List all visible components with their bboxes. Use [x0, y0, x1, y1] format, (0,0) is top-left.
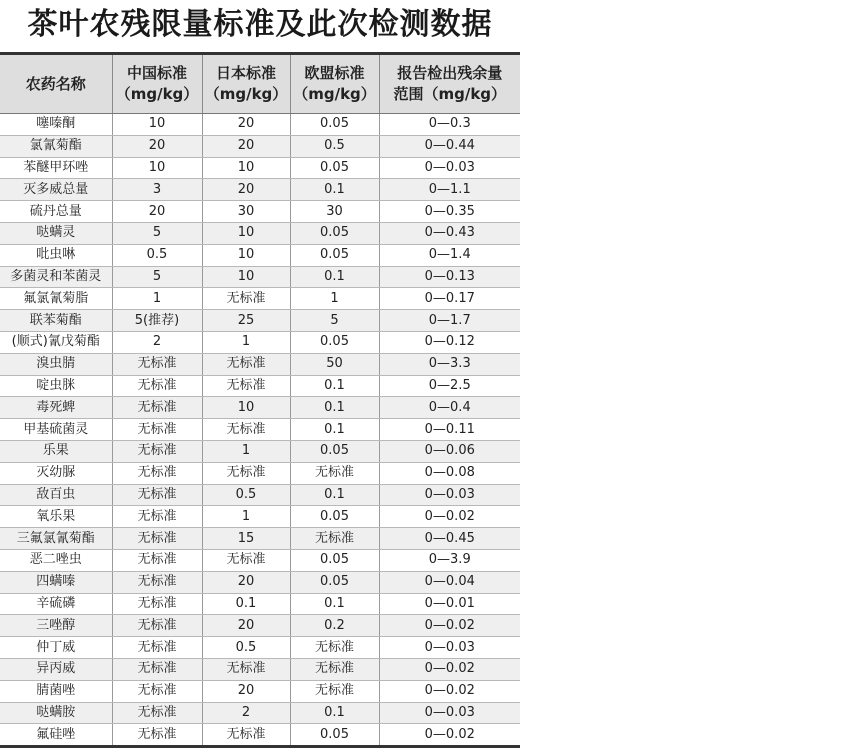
header-detected-residue-range-line1: 报告检出残余量 — [397, 64, 503, 82]
cell-eu-standard: 1 — [290, 288, 379, 310]
table-row — [0, 288, 520, 310]
cell-eu-standard: 无标准 — [290, 462, 379, 484]
cell-pesticide-name: 三唑醇 — [0, 615, 112, 637]
table-row — [0, 593, 520, 615]
cell-eu-standard: 无标准 — [290, 680, 379, 702]
cell-china-standard: 5 — [112, 266, 202, 288]
cell-residue-range: 0—0.06 — [379, 440, 520, 462]
cell-japan-standard: 无标准 — [202, 288, 290, 310]
cell-residue-range: 0—1.1 — [379, 179, 520, 201]
cell-china-standard: 无标准 — [112, 615, 202, 637]
cell-residue-range: 0—2.5 — [379, 375, 520, 397]
cell-china-standard: 无标准 — [112, 397, 202, 419]
table-row — [0, 397, 520, 419]
header-eu-standard-line2: （mg/kg） — [293, 85, 376, 103]
cell-japan-standard: 1 — [202, 440, 290, 462]
cell-pesticide-name: 乐果 — [0, 440, 112, 462]
cell-pesticide-name: 溴虫腈 — [0, 353, 112, 375]
cell-eu-standard: 0.05 — [290, 440, 379, 462]
cell-eu-standard: 0.05 — [290, 506, 379, 528]
cell-residue-range: 0—0.44 — [379, 135, 520, 157]
cell-pesticide-name: 辛硫磷 — [0, 593, 112, 615]
cell-pesticide-name: 灭多威总量 — [0, 179, 112, 201]
cell-japan-standard: 2 — [202, 702, 290, 724]
header-pesticide-name — [0, 54, 112, 114]
cell-residue-range: 0—0.4 — [379, 397, 520, 419]
cell-eu-standard: 0.05 — [290, 571, 379, 593]
cell-eu-standard: 0.1 — [290, 593, 379, 615]
table-row — [0, 114, 520, 136]
cell-eu-standard: 0.1 — [290, 375, 379, 397]
cell-japan-standard: 无标准 — [202, 419, 290, 441]
table-row — [0, 201, 520, 223]
cell-pesticide-name: 四螨嗪 — [0, 571, 112, 593]
table-row — [0, 331, 520, 353]
cell-japan-standard: 1 — [202, 331, 290, 353]
table-row — [0, 375, 520, 397]
table-row — [0, 637, 520, 659]
cell-residue-range: 0—0.04 — [379, 571, 520, 593]
cell-china-standard: 无标准 — [112, 353, 202, 375]
cell-pesticide-name: 敌百虫 — [0, 484, 112, 506]
cell-eu-standard: 0.1 — [290, 266, 379, 288]
cell-japan-standard: 15 — [202, 528, 290, 550]
cell-pesticide-name: 灭幼脲 — [0, 462, 112, 484]
cell-china-standard: 无标准 — [112, 375, 202, 397]
cell-japan-standard: 无标准 — [202, 549, 290, 571]
cell-eu-standard: 50 — [290, 353, 379, 375]
cell-residue-range: 0—0.03 — [379, 157, 520, 179]
cell-eu-standard: 30 — [290, 201, 379, 223]
cell-pesticide-name: 恶二唑虫 — [0, 549, 112, 571]
cell-residue-range: 0—1.4 — [379, 244, 520, 266]
cell-japan-standard: 0.5 — [202, 637, 290, 659]
cell-residue-range: 0—0.01 — [379, 593, 520, 615]
header-pesticide-name-line1: 农药名称 — [25, 74, 86, 93]
cell-eu-standard: 0.05 — [290, 331, 379, 353]
cell-eu-standard: 0.2 — [290, 615, 379, 637]
cell-china-standard: 无标准 — [112, 528, 202, 550]
cell-pesticide-name: 联苯菊酯 — [0, 310, 112, 332]
cell-eu-standard: 0.05 — [290, 724, 379, 747]
cell-china-standard: 无标准 — [112, 419, 202, 441]
cell-pesticide-name: 苯醚甲环唑 — [0, 157, 112, 179]
cell-japan-standard: 10 — [202, 157, 290, 179]
cell-japan-standard: 20 — [202, 179, 290, 201]
cell-china-standard: 无标准 — [112, 724, 202, 747]
header-eu-standard-line1: 欧盟标准 — [304, 64, 365, 82]
header-china-standard — [112, 54, 202, 114]
cell-japan-standard: 无标准 — [202, 353, 290, 375]
cell-residue-range: 0—0.45 — [379, 528, 520, 550]
cell-china-standard: 无标准 — [112, 593, 202, 615]
cell-pesticide-name: 氯氰菊酯 — [0, 135, 112, 157]
cell-residue-range: 0—3.3 — [379, 353, 520, 375]
cell-china-standard: 无标准 — [112, 506, 202, 528]
table-header-row — [0, 54, 520, 114]
header-japan-standard-line1: 日本标准 — [215, 64, 276, 82]
cell-china-standard: 1 — [112, 288, 202, 310]
cell-residue-range: 0—0.11 — [379, 419, 520, 441]
cell-eu-standard: 0.05 — [290, 114, 379, 136]
cell-residue-range: 0—0.02 — [379, 615, 520, 637]
pesticide-limits-table — [0, 52, 520, 748]
cell-japan-standard: 10 — [202, 244, 290, 266]
cell-pesticide-name: 氧乐果 — [0, 506, 112, 528]
table-row — [0, 528, 520, 550]
cell-japan-standard: 25 — [202, 310, 290, 332]
cell-china-standard: 无标准 — [112, 571, 202, 593]
cell-japan-standard: 20 — [202, 135, 290, 157]
table-row — [0, 244, 520, 266]
cell-china-standard: 20 — [112, 201, 202, 223]
cell-residue-range: 0—3.9 — [379, 549, 520, 571]
cell-china-standard: 3 — [112, 179, 202, 201]
cell-china-standard: 0.5 — [112, 244, 202, 266]
table-row — [0, 353, 520, 375]
cell-pesticide-name: 吡虫啉 — [0, 244, 112, 266]
cell-residue-range: 0—0.02 — [379, 680, 520, 702]
cell-residue-range: 0—0.03 — [379, 637, 520, 659]
cell-pesticide-name: 异丙威 — [0, 658, 112, 680]
cell-eu-standard: 无标准 — [290, 637, 379, 659]
header-japan-standard-line2: （mg/kg） — [204, 85, 288, 103]
cell-china-standard: 5(推荐) — [112, 310, 202, 332]
table-row — [0, 702, 520, 724]
cell-japan-standard: 0.5 — [202, 484, 290, 506]
cell-residue-range: 0—0.02 — [379, 658, 520, 680]
cell-japan-standard: 20 — [202, 680, 290, 702]
table-row — [0, 506, 520, 528]
table-row — [0, 419, 520, 441]
table-row — [0, 484, 520, 506]
cell-pesticide-name: 三氟氯氰菊酯 — [0, 528, 112, 550]
cell-pesticide-name: 噻嗪酮 — [0, 114, 112, 136]
cell-residue-range: 0—0.35 — [379, 201, 520, 223]
cell-residue-range: 0—1.7 — [379, 310, 520, 332]
cell-japan-standard: 无标准 — [202, 724, 290, 747]
cell-china-standard: 10 — [112, 157, 202, 179]
table-row — [0, 571, 520, 593]
cell-pesticide-name: 氟氯氰菊脂 — [0, 288, 112, 310]
page-title: 茶叶农残限量标准及此次检测数据 — [27, 7, 493, 42]
cell-residue-range: 0—0.17 — [379, 288, 520, 310]
cell-eu-standard: 0.05 — [290, 222, 379, 244]
cell-china-standard: 无标准 — [112, 680, 202, 702]
cell-eu-standard: 0.1 — [290, 484, 379, 506]
table-row — [0, 658, 520, 680]
table-row — [0, 310, 520, 332]
cell-eu-standard: 0.5 — [290, 135, 379, 157]
cell-china-standard: 无标准 — [112, 440, 202, 462]
cell-china-standard: 无标准 — [112, 702, 202, 724]
cell-residue-range: 0—0.43 — [379, 222, 520, 244]
cell-china-standard: 10 — [112, 114, 202, 136]
table-row — [0, 462, 520, 484]
cell-japan-standard: 30 — [202, 201, 290, 223]
cell-japan-standard: 0.1 — [202, 593, 290, 615]
header-detected-residue-range — [379, 54, 520, 114]
cell-china-standard: 无标准 — [112, 637, 202, 659]
cell-eu-standard: 0.05 — [290, 244, 379, 266]
cell-japan-standard: 10 — [202, 222, 290, 244]
table-row — [0, 440, 520, 462]
table-row — [0, 266, 520, 288]
cell-eu-standard: 0.1 — [290, 397, 379, 419]
cell-japan-standard: 20 — [202, 571, 290, 593]
cell-eu-standard: 5 — [290, 310, 379, 332]
cell-eu-standard: 无标准 — [290, 528, 379, 550]
header-china-standard-line2: （mg/kg） — [115, 85, 199, 103]
table-row — [0, 549, 520, 571]
cell-china-standard: 无标准 — [112, 462, 202, 484]
cell-japan-standard: 20 — [202, 615, 290, 637]
header-detected-residue-range-line2: 范围（mg/kg） — [393, 85, 507, 103]
cell-china-standard: 2 — [112, 331, 202, 353]
cell-eu-standard: 0.1 — [290, 702, 379, 724]
cell-eu-standard: 0.1 — [290, 419, 379, 441]
cell-pesticide-name: 氟硅唑 — [0, 724, 112, 747]
table-row — [0, 222, 520, 244]
cell-residue-range: 0—0.3 — [379, 114, 520, 136]
cell-eu-standard: 0.05 — [290, 549, 379, 571]
cell-pesticide-name: (顺式)氰戊菊酯 — [0, 331, 112, 353]
cell-residue-range: 0—0.08 — [379, 462, 520, 484]
cell-china-standard: 20 — [112, 135, 202, 157]
cell-japan-standard: 10 — [202, 266, 290, 288]
table-row — [0, 680, 520, 702]
cell-china-standard: 无标准 — [112, 658, 202, 680]
table-body — [0, 114, 520, 747]
cell-pesticide-name: 腈菌唑 — [0, 680, 112, 702]
header-eu-standard — [290, 54, 379, 114]
cell-eu-standard: 0.05 — [290, 157, 379, 179]
cell-japan-standard: 无标准 — [202, 462, 290, 484]
cell-eu-standard: 无标准 — [290, 658, 379, 680]
cell-japan-standard: 1 — [202, 506, 290, 528]
cell-pesticide-name: 多菌灵和苯菌灵 — [0, 266, 112, 288]
cell-eu-standard: 0.1 — [290, 179, 379, 201]
cell-residue-range: 0—0.12 — [379, 331, 520, 353]
cell-pesticide-name: 哒螨胺 — [0, 702, 112, 724]
header-china-standard-line1: 中国标准 — [126, 64, 187, 82]
cell-residue-range: 0—0.13 — [379, 266, 520, 288]
cell-pesticide-name: 啶虫脒 — [0, 375, 112, 397]
table-row — [0, 157, 520, 179]
cell-china-standard: 无标准 — [112, 484, 202, 506]
table-row — [0, 724, 520, 747]
cell-pesticide-name: 哒螨灵 — [0, 222, 112, 244]
cell-residue-range: 0—0.03 — [379, 484, 520, 506]
cell-pesticide-name: 仲丁威 — [0, 637, 112, 659]
table-row — [0, 615, 520, 637]
table-row — [0, 179, 520, 201]
cell-japan-standard: 无标准 — [202, 375, 290, 397]
cell-japan-standard: 20 — [202, 114, 290, 136]
cell-pesticide-name: 甲基硫菌灵 — [0, 419, 112, 441]
cell-china-standard: 5 — [112, 222, 202, 244]
cell-pesticide-name: 硫丹总量 — [0, 201, 112, 223]
cell-pesticide-name: 毒死蜱 — [0, 397, 112, 419]
cell-residue-range: 0—0.03 — [379, 702, 520, 724]
cell-residue-range: 0—0.02 — [379, 724, 520, 747]
cell-japan-standard: 10 — [202, 397, 290, 419]
table-row — [0, 135, 520, 157]
cell-japan-standard: 无标准 — [202, 658, 290, 680]
cell-residue-range: 0—0.02 — [379, 506, 520, 528]
header-japan-standard — [202, 54, 290, 114]
cell-china-standard: 无标准 — [112, 549, 202, 571]
